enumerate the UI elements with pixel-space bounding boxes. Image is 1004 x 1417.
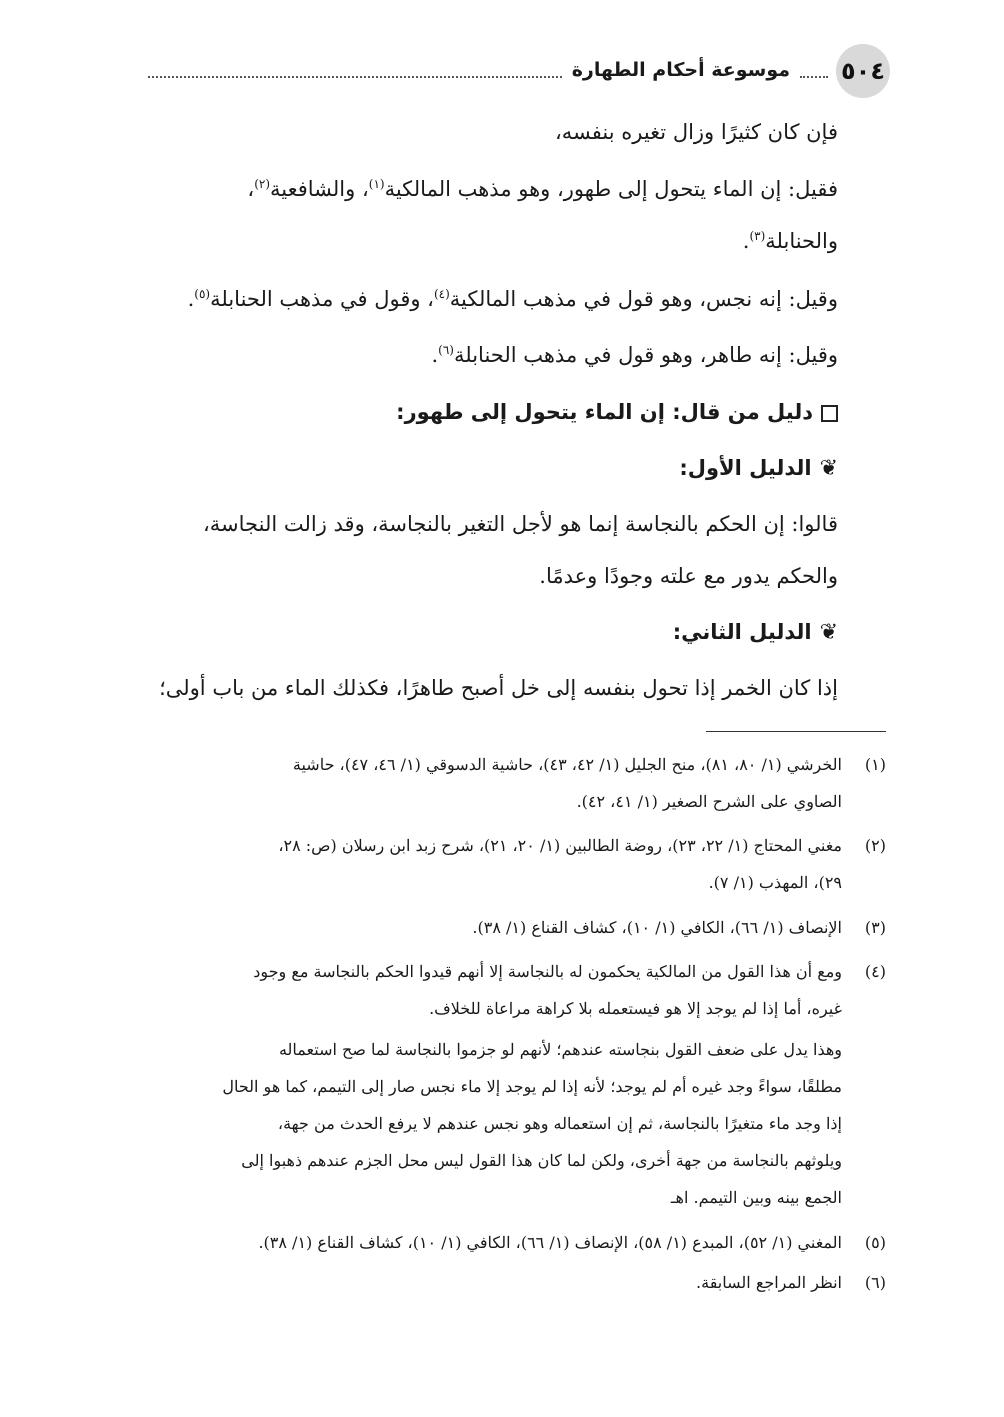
- footnote-ref-2[interactable]: (٢): [254, 177, 271, 191]
- footnote-ref-6[interactable]: (٦): [438, 343, 454, 357]
- square-bullet-icon: [821, 405, 838, 422]
- evidence-heading-2: ❦الدليل الثاني:: [672, 620, 838, 645]
- paragraph-5-line-1: قالوا: إن الحكم بالنجاسة إنما هو لأجل التغير بالنجاسة، وقد زالت النجاسة،: [203, 512, 838, 536]
- header-dots-right: [800, 76, 828, 78]
- footnote-1-line-2: الصاوي على الشرح الصغير (١/ ٤١، ٤٢).: [576, 792, 842, 811]
- footnote-6: (٦)انظر المراجع السابقة.: [696, 1273, 886, 1292]
- footnote-4-line-5: إذا وجد ماء متغيرًا بالنجاسة، ثم إن استعماله وهو نجس عندهم لا يرفع الحدث من جهة،: [277, 1114, 842, 1133]
- section-heading: دليل من قال: إن الماء يتحول إلى طهور:: [396, 402, 838, 423]
- page-header: [148, 44, 890, 100]
- paragraph-2-line-1: فقيل: إن الماء يتحول إلى طهور، وهو مذهب المالكية$^{(١)}$، والشافعية$^{(٢)}$،: [247, 177, 838, 201]
- footnote-4-line-1: (٤)ومع أن هذا القول من المالكية يحكمون له بالنجاسة إلا أنهم قيدوا الحكم بالنجاسة مع وجود: [253, 962, 886, 981]
- footnote-ref-4[interactable]: (٤): [433, 287, 450, 301]
- footnote-4-line-2: غيره، أما إذا لم يوجد إلا هو فيستعمله بلا كراهة مراعاة للخلاف.: [429, 999, 842, 1018]
- footnote-1-line-1: (١)الخرشي (١/ ٨٠، ٨١)، منح الجليل (١/ ٤٢، ٤٣)، حاشية الدسوقي (١/ ٤٦، ٤٧)، حاشية: [292, 755, 886, 774]
- running-title-bar: [148, 59, 828, 81]
- footnote-4-line-4: مطلقًا، سواءً وجد غيره أم لم يوجد؛ لأنه إذا لم يوجد إلا ماء نجس صار إلى التيمم، كما هو الحال: [222, 1077, 842, 1096]
- page-number: ٥٠٤: [841, 57, 885, 85]
- leaf-ornament-icon: ❦: [819, 620, 838, 645]
- paragraph-4: وقيل: إنه طاهر، وهو قول في مذهب الحنابلة$^{(٦)}$.: [431, 343, 838, 367]
- footnote-3: (٣)الإنصاف (١/ ٦٦)، الكافي (١/ ١٠)، كشاف القناع (١/ ٣٨).: [472, 918, 886, 937]
- footnote-5: (٥)المغني (١/ ٥٢)، المبدع (١/ ٥٨)، الإنصاف (١/ ٦٦)، الكافي (١/ ١٠)، كشاف القناع (١/ ٣٨).: [258, 1233, 886, 1252]
- paragraph-1: فإن كان كثيرًا وزال تغيره بنفسه،: [555, 120, 838, 144]
- footnote-2-line-2: ٢٩)، المهذب (١/ ٧).: [708, 873, 842, 892]
- footnote-2-line-1: (٢)مغني المحتاج (١/ ٢٢، ٢٣)، روضة الطالبين (١/ ٢٠، ٢١)، شرح زبد ابن رسلان (ص: ٢٨،: [278, 836, 886, 855]
- footnote-4-line-3: وهذا يدل على ضعف القول بنجاسته عندهم؛ لأنهم لو جزموا بالنجاسة لما صح استعماله: [278, 1040, 842, 1059]
- page-number-badge: [836, 44, 890, 98]
- footnote-4-line-6: ويلوثهم بالنجاسة من جهة أخرى، ولكن لما كان هذا القول ليس محل الجزم عندهم ذهبوا إلى: [241, 1151, 842, 1170]
- header-dots-left: [148, 76, 562, 78]
- footnote-4-line-7: الجمع بينه وبين التيمم. اهـ: [670, 1188, 842, 1207]
- footnote-ref-5[interactable]: (٥): [194, 287, 211, 301]
- evidence-heading-1: ❦الدليل الأول:: [679, 456, 838, 481]
- running-title: موسوعة أحكام الطهارة: [571, 59, 790, 81]
- footnote-ref-3[interactable]: (٣): [749, 229, 766, 243]
- paragraph-2-line-2: والحنابلة$^{(٣)}$.: [742, 229, 838, 253]
- leaf-ornament-icon: ❦: [819, 456, 838, 481]
- paragraph-3: وقيل: إنه نجس، وهو قول في مذهب المالكية$^{(٤)}$، وقول في مذهب الحنابلة$^{(٥)}$.: [187, 287, 838, 311]
- paragraph-6: إذا كان الخمر إذا تحول بنفسه إلى خل أصبح طاهرًا، فكذلك الماء من باب أولى؛: [159, 676, 838, 700]
- paragraph-5-line-2: والحكم يدور مع علته وجودًا وعدمًا.: [539, 564, 838, 588]
- footnote-ref-1[interactable]: (١): [368, 177, 385, 191]
- footnote-divider: [706, 731, 886, 732]
